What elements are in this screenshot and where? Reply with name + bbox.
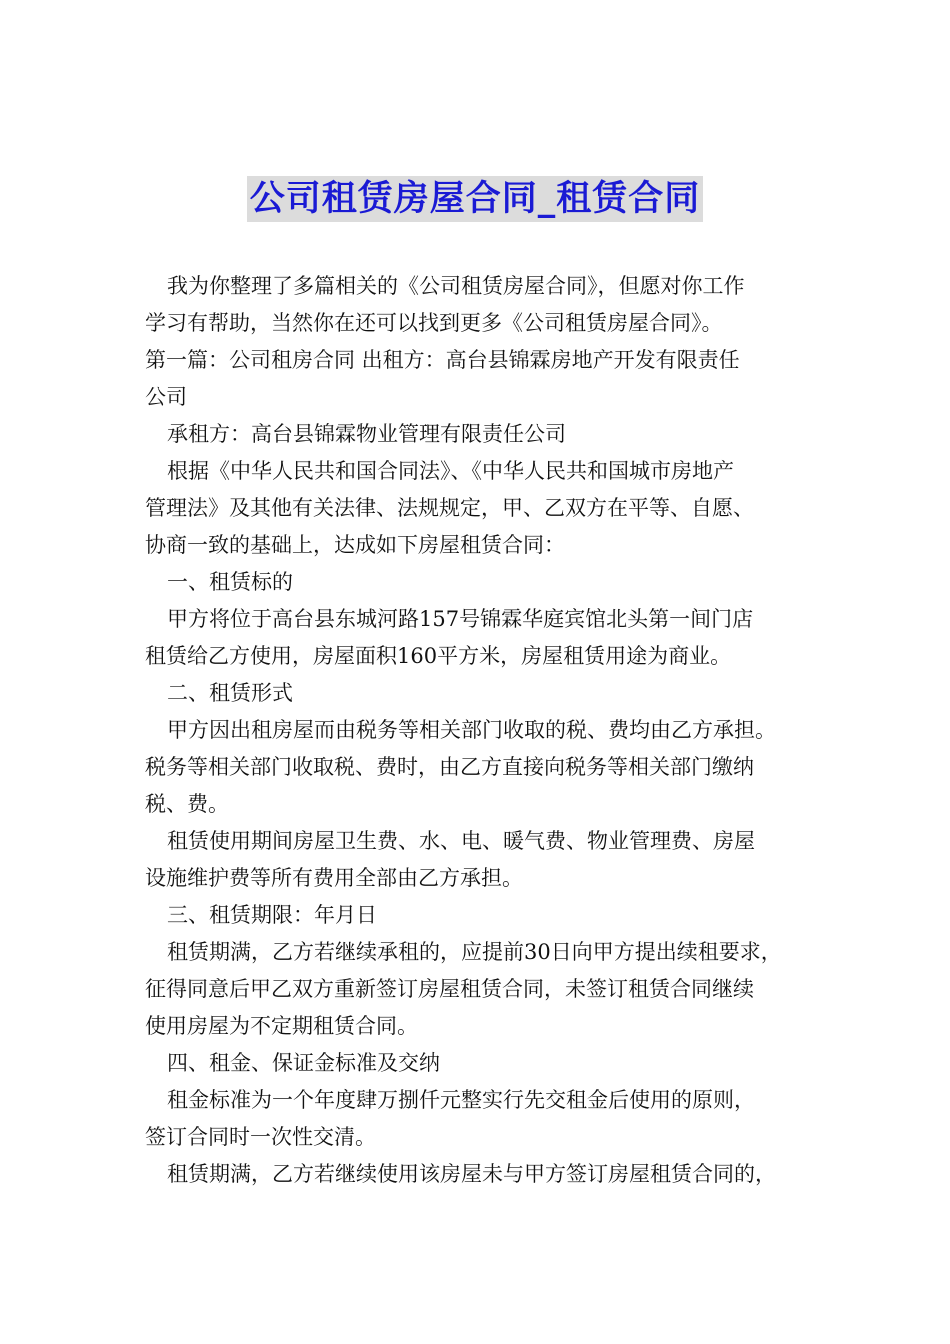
document-line: 使用房屋为不定期租赁合同。 — [145, 1014, 418, 1038]
document-line: 管理法》及其他有关法律、法规规定，甲、乙双方在平等、自愿、 — [145, 496, 754, 520]
document-line: 租赁期满，乙方若继续使用该房屋未与甲方签订房屋租赁合同的， — [167, 1162, 776, 1186]
document-line: 税、费。 — [145, 792, 229, 816]
document-line: 我为你整理了多篇相关的《公司租赁房屋合同》，但愿对你工作 — [167, 274, 745, 298]
document-line: 征得同意后甲乙双方重新签订房屋租赁合同，未签订租赁合同继续 — [145, 977, 754, 1001]
document-line: 甲方因出租房屋而由税务等相关部门收取的税、费均由乙方承担。 — [167, 718, 776, 742]
document-line: 第一篇：公司租房合同 出租方：高台县锦霖房地产开发有限责任 — [145, 348, 740, 372]
document-line: 承租方：高台县锦霖物业管理有限责任公司 — [167, 422, 566, 446]
document-line: 学习有帮助，当然你在还可以找到更多《公司租赁房屋合同》。 — [145, 311, 723, 335]
document-line: 根据《中华人民共和国合同法》、《中华人民共和国城市房地产 — [167, 459, 734, 483]
document-line: 租赁使用期间房屋卫生费、水、电、暖气费、物业管理费、房屋 — [167, 829, 755, 853]
document-line: 二、租赁形式 — [167, 681, 293, 705]
document-line: 公司 — [145, 385, 187, 409]
document-line: 一、租赁标的 — [167, 570, 293, 594]
document-line: 租赁期满，乙方若继续承租的，应提前30日向甲方提出续租要求， — [167, 940, 782, 964]
document-line: 租赁给乙方使用，房屋面积160平方米，房屋租赁用途为商业。 — [145, 644, 732, 668]
document-body — [145, 268, 825, 1193]
document-line: 协商一致的基础上，达成如下房屋租赁合同： — [145, 533, 565, 557]
document-line: 甲方将位于高台县东城河路157号锦霖华庭宾馆北头第一间门店 — [167, 607, 754, 631]
document-line: 设施维护费等所有费用全部由乙方承担。 — [145, 866, 523, 890]
document-line: 税务等相关部门收取税、费时，由乙方直接向税务等相关部门缴纳 — [145, 755, 754, 779]
title-container — [0, 176, 950, 222]
document-line: 三、租赁期限：年月日 — [167, 903, 377, 927]
document-line: 租金标准为一个年度肆万捌仟元整实行先交租金后使用的原则， — [167, 1088, 755, 1112]
document-line: 签订合同时一次性交清。 — [145, 1125, 376, 1149]
document-line: 四、租金、保证金标准及交纳 — [167, 1051, 440, 1075]
document-title: 公司租赁房屋合同_租赁合同 — [247, 176, 704, 222]
